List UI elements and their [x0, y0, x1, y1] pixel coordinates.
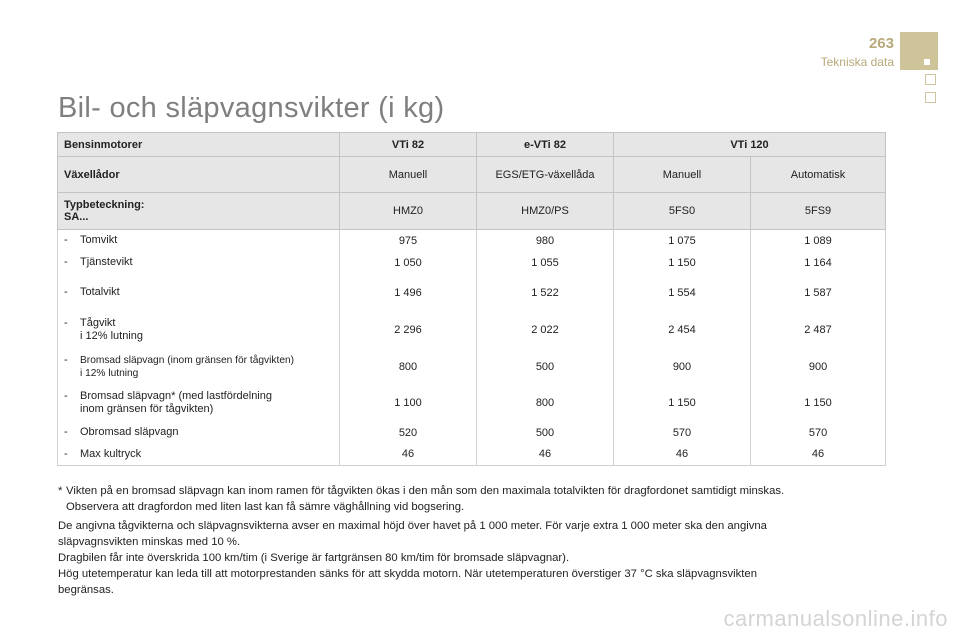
value-cell: 975: [340, 230, 477, 252]
row-label: [64, 256, 333, 269]
row-label-text: [80, 448, 141, 461]
row-label-cell: [58, 422, 340, 444]
type-cell: HMZ0/PS: [477, 193, 614, 230]
value-cell: 46: [751, 444, 886, 466]
value-cell: 980: [477, 230, 614, 252]
value-cell: 2 022: [477, 312, 614, 349]
page-title: Bil- och släpvagnsvikter (i kg): [58, 92, 445, 124]
table-row: [58, 274, 886, 312]
type-label: [58, 193, 340, 230]
engine-vti82: VTi 82: [340, 133, 477, 157]
value-cell: 1 496: [340, 274, 477, 312]
note-line: begränsas.: [58, 584, 114, 596]
row-label-line: Bromsad släpvagn (inom gränsen för tågvikten): [80, 354, 295, 366]
type-cell: 5FS9: [751, 193, 886, 230]
value-cell: 46: [614, 444, 751, 466]
row-label: [64, 234, 333, 247]
note-line: släpvagnsvikten minskas med 10 %.: [58, 536, 241, 548]
table-row: [58, 444, 886, 466]
value-cell: 500: [477, 349, 614, 385]
row-label: [64, 317, 333, 343]
type-label-line1: Typbeteckning:: [64, 199, 145, 211]
value-cell: 500: [477, 422, 614, 444]
row-label: [64, 448, 333, 461]
row-dash: -: [64, 447, 68, 460]
value-cell: 1 554: [614, 274, 751, 312]
value-cell: 1 089: [751, 230, 886, 252]
value-cell: 1 522: [477, 274, 614, 312]
row-dash: -: [64, 353, 68, 366]
row-label-line: Tågvikt: [80, 317, 116, 329]
footnote-line2: Observera att dragfordon med liten last kan få sämre väghållning vid bogsering.: [66, 501, 465, 513]
row-label: [64, 390, 333, 416]
gearbox-cell: EGS/ETG-växellåda: [477, 157, 614, 193]
value-cell: 520: [340, 422, 477, 444]
table-row: [58, 349, 886, 385]
note-line: Dragbilen får inte överskrida 100 km/tim (i Sverige är fartgränsen 80 km/tim för bromsade släpvagnar).: [58, 552, 570, 564]
type-cell: HMZ0: [340, 193, 477, 230]
section-tab-outline-1[interactable]: [925, 74, 936, 85]
row-label-text: [80, 256, 133, 269]
value-cell: 1 075: [614, 230, 751, 252]
gearbox-cell: Automatisk: [751, 157, 886, 193]
gearbox-cell: Manuell: [614, 157, 751, 193]
row-label-cell: [58, 385, 340, 422]
row-label: [64, 354, 333, 380]
section-tab-active[interactable]: [900, 32, 938, 70]
table-row: [58, 230, 886, 252]
row-label-line: i 12% lutning: [80, 330, 143, 342]
value-cell: 1 050: [340, 252, 477, 274]
note-line: Hög utetemperatur kan leda till att motorprestanden sänks för att skydda motorn. När utetemperaturen överstiger 37 °C ska släpvagnsvikten: [58, 568, 758, 580]
footnote-line1: Vikten på en bromsad släpvagn kan inom ramen för tågvikten ökas i den mån som den maximala totalvikten för dragfordonet samtidigt minskas.: [66, 485, 785, 497]
table-row: [58, 385, 886, 422]
data-rows: [58, 230, 886, 466]
row-dash: -: [64, 317, 68, 329]
value-cell: 46: [477, 444, 614, 466]
row-dash: -: [64, 286, 68, 298]
table-row: [58, 252, 886, 274]
row-label-line: Max kultryck: [80, 447, 142, 460]
value-cell: 900: [614, 349, 751, 385]
row-label-text: [80, 426, 178, 439]
row-dash: -: [64, 426, 68, 438]
row-label: [64, 286, 333, 299]
type-row: [58, 193, 886, 230]
value-cell: 800: [340, 349, 477, 385]
row-label-cell: [58, 230, 340, 252]
section-tab-marker: [924, 59, 930, 65]
value-cell: 2 296: [340, 312, 477, 349]
row-label-cell: [58, 274, 340, 312]
value-cell: 1 164: [751, 252, 886, 274]
row-label-text: [80, 354, 294, 380]
type-label-line2: SA...: [64, 211, 89, 223]
engines-row: [58, 133, 886, 157]
value-cell: 2 454: [614, 312, 751, 349]
row-label-line: Obromsad släpvagn: [80, 426, 179, 438]
row-label-cell: [58, 349, 340, 385]
note-line: De angivna tågvikterna och släpvagnsvikterna avser en maximal höjd över havet på 1 000 meter. För varje extra 1 000 meter ska den angivna: [58, 520, 767, 532]
row-label-text: [80, 234, 117, 247]
page-number: 263: [868, 35, 894, 52]
value-cell: 1 055: [477, 252, 614, 274]
engines-label: Bensinmotorer: [58, 133, 340, 157]
row-label-line: Tjänstevikt: [80, 256, 133, 268]
value-cell: 1 150: [614, 252, 751, 274]
gearbox-row: [58, 157, 886, 193]
footnote: [58, 483, 878, 515]
table-row: [58, 422, 886, 444]
row-label-cell: [58, 444, 340, 466]
engine-vti120: VTi 120: [614, 133, 886, 157]
row-label-text: [80, 390, 272, 416]
row-dash: -: [64, 234, 68, 247]
value-cell: 1 150: [614, 385, 751, 422]
notes: [58, 518, 878, 598]
row-label-line: Tomvikt: [80, 234, 118, 247]
row-dash: -: [64, 390, 68, 402]
section-label: Tekniska data: [820, 55, 894, 69]
row-label-line: Bromsad släpvagn* (med lastfördelning: [80, 390, 272, 402]
value-cell: 570: [751, 422, 886, 444]
row-label: [64, 426, 333, 439]
value-cell: 800: [477, 385, 614, 422]
section-tab-outline-2[interactable]: [925, 92, 936, 103]
value-cell: 2 487: [751, 312, 886, 349]
row-label-text: [80, 317, 143, 343]
engine-evti82: e-VTi 82: [477, 133, 614, 157]
gearbox-label: Växellådor: [58, 157, 340, 193]
value-cell: 900: [751, 349, 886, 385]
value-cell: 1 100: [340, 385, 477, 422]
row-label-line: i 12% lutning: [80, 367, 139, 379]
gearbox-cell: Manuell: [340, 157, 477, 193]
value-cell: 570: [614, 422, 751, 444]
row-dash: -: [64, 256, 68, 268]
row-label-cell: [58, 252, 340, 274]
row-label-line: inom gränsen för tågvikten): [80, 403, 214, 415]
type-cell: 5FS0: [614, 193, 751, 230]
table-row: [58, 312, 886, 349]
value-cell: 46: [340, 444, 477, 466]
row-label-line: Totalvikt: [80, 286, 120, 298]
value-cell: 1 150: [751, 385, 886, 422]
row-label-text: [80, 286, 120, 299]
row-label-cell: [58, 312, 340, 349]
value-cell: 1 587: [751, 274, 886, 312]
watermark[interactable]: carmanualsonline.info: [723, 606, 948, 631]
footnote-star: *: [58, 485, 63, 497]
weights-table: [57, 132, 886, 466]
